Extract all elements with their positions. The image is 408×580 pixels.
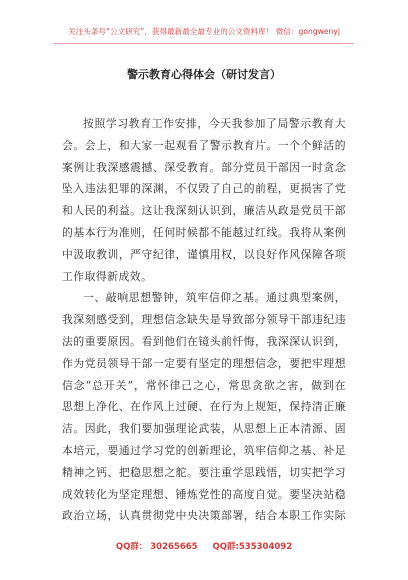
body-line: 精神之钙、把稳思想之舵。要注重学思践悟，切实把学习 — [62, 465, 346, 479]
body-line: 一、敲响思想警钟，筑牢信仰之基。通过典型案例， — [83, 291, 346, 305]
body-line: 会。会上，和大家一起观看了警示教育片。一个个鲜活的 — [62, 138, 346, 152]
body-line: 信念“总开关”，常怀律己之心，常思贪欲之害，做到在 — [62, 378, 346, 392]
body-line: 思想上净化、在作风上过硬、在行为上规矩，保持清正廉 — [62, 400, 346, 414]
document-body — [62, 113, 346, 527]
body-line: 坠入违法犯罪的深渊，不仅毁了自己的前程，更损害了党 — [62, 182, 346, 196]
body-line: 洁。因此，我们要加强理论武装，从思想上正本清源、固 — [62, 422, 346, 436]
body-line: 按照学习教育工作安排，今天我参加了局警示教育大 — [83, 117, 346, 130]
body-line: 案例让我深感震撼、深受教育。部分党员干部因一时贪念 — [62, 160, 346, 174]
footer-contacts — [0, 540, 408, 552]
header-divider — [54, 43, 354, 44]
document-title: 警示教育心得体会（研讨发言） — [127, 68, 281, 81]
footer-qq-group-2: QQ群:535304092 — [212, 542, 293, 552]
body-line: 本培元，要通过学习党的创新理论，筑牢信仰之基、补足 — [62, 443, 346, 457]
body-line: 政治立场，认真贯彻党中央决策部署，结合本职工作实际 — [62, 509, 346, 523]
body-line: 的基本行为准则，任何时候都不能越过红线。我将从案例 — [62, 225, 346, 239]
body-line: 成效转化为坚定理想、锤炼党性的高度自觉。要坚决站稳 — [62, 487, 346, 501]
body-line: 我深刻感受到，理想信念缺失是导致部分领导干部违纪违 — [62, 313, 346, 327]
header-banner: 关注头条号“公文研究”，获得最新最全最专业的公文资料库！ 微信：gongwenyj — [68, 27, 340, 36]
body-line: 和人民的利益。这让我深刻认识到，廉洁从政是党员干部 — [62, 204, 346, 218]
body-line: 工作取得新成效。 — [62, 269, 153, 283]
footer-qq-group-1: QQ群： 30265665 — [115, 542, 198, 552]
body-line: 中汲取教训，严守纪律，谨慎用权，以良好作风保障各项 — [62, 247, 346, 261]
body-line: 法的重要原因。看到他们在镜头前忏悔，我深深认识到， — [62, 334, 346, 348]
body-line: 作为党员领导干部一定要有坚定的理想信念，要把牢理想 — [62, 356, 346, 370]
